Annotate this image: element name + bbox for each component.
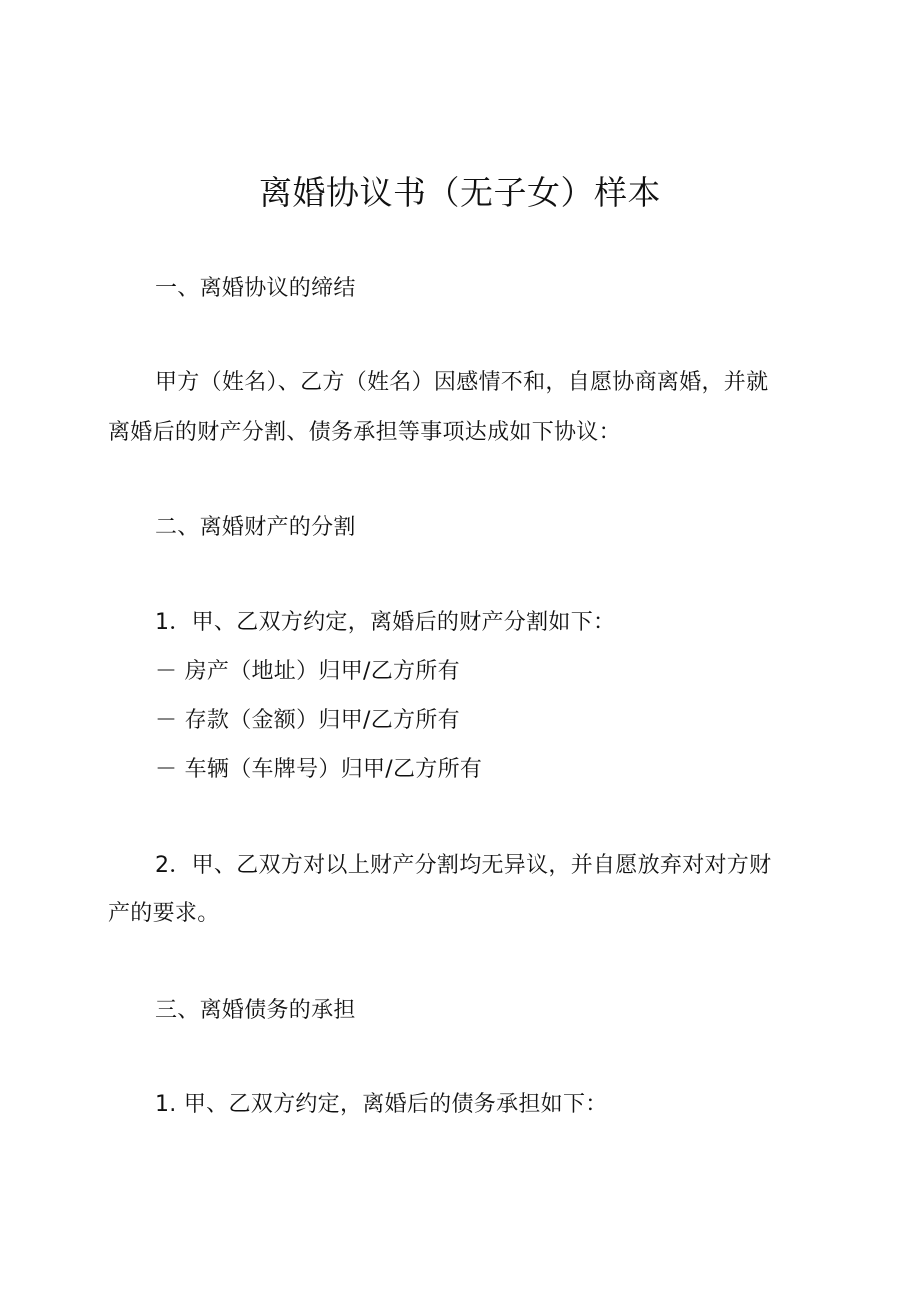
section2-item1-intro: 1．甲、乙双方约定，离婚后的财产分割如下： xyxy=(155,610,616,635)
section3-item1-intro: 1. 甲、乙双方约定，离婚后的债务承担如下： xyxy=(155,1092,608,1117)
section1-heading: 一、离婚协议的缔结 xyxy=(155,276,356,301)
section1-paragraph-line2: 离婚后的财产分割、债务承担等事项达成如下协议： xyxy=(108,420,621,445)
document-title: 离婚协议书（无子女）样本 xyxy=(259,173,661,212)
property-list-item-vehicle: － 车辆（车牌号）归甲/乙方所有 xyxy=(155,757,483,782)
section3-heading: 三、离婚债务的承担 xyxy=(155,998,356,1023)
section2-item2-line2: 产的要求。 xyxy=(108,901,220,926)
section2-heading: 二、离婚财产的分割 xyxy=(155,515,356,540)
property-list-item-savings: － 存款（金额）归甲/乙方所有 xyxy=(155,708,460,733)
section2-item2-line1: 2．甲、乙双方对以上财产分割均无异议，并自愿放弃对对方财 xyxy=(155,853,772,878)
property-list-item-house: － 房产（地址）归甲/乙方所有 xyxy=(155,659,460,684)
section1-paragraph-line1: 甲方（姓名）、乙方（姓名）因感情不和，自愿协商离婚，并就 xyxy=(155,370,769,395)
